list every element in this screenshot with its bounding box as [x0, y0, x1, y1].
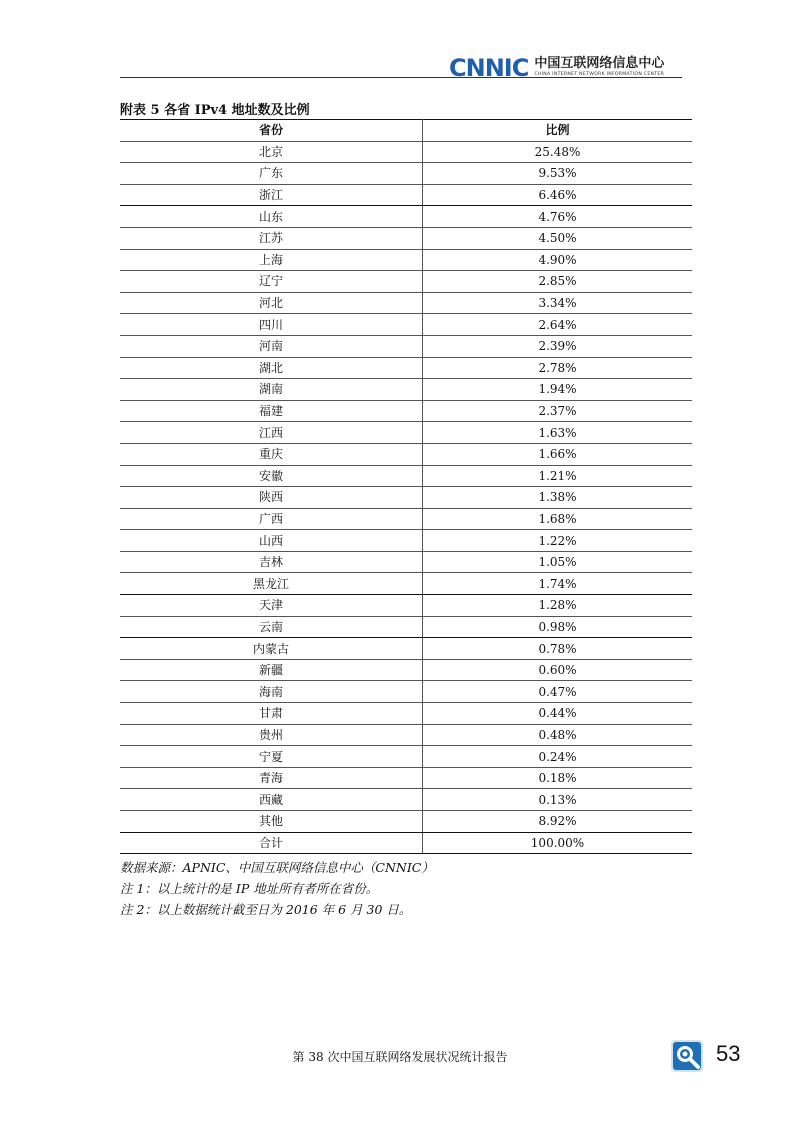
province-cell: 广东: [120, 163, 423, 185]
table-row: [120, 465, 692, 487]
province-cell: 黑龙江: [120, 573, 423, 595]
table-row: [120, 767, 692, 789]
logo-mark: CNNIC: [449, 54, 529, 82]
footer-report-title: 第 38 次中国互联网络发展状况统计报告: [292, 1050, 508, 1064]
table-row: [120, 443, 692, 465]
province-cell: 重庆: [120, 443, 423, 465]
ratio-cell: 6.46%: [423, 184, 693, 206]
province-cell: 福建: [120, 400, 423, 422]
ratio-cell: 0.13%: [423, 789, 693, 811]
table-notes: [120, 857, 434, 920]
province-cell: 辽宁: [120, 271, 423, 293]
table-row: [120, 249, 692, 271]
table-row: [120, 789, 692, 811]
province-cell: 四川: [120, 314, 423, 336]
province-cell: 西藏: [120, 789, 423, 811]
province-cell: 青海: [120, 767, 423, 789]
table-row: [120, 703, 692, 725]
table-row: [120, 573, 692, 595]
ratio-cell: 4.90%: [423, 249, 693, 271]
table-row: [120, 811, 692, 833]
page-number: 53: [716, 1041, 741, 1066]
data-source-note: 数据来源：APNIC、中国互联网络信息中心（CNNIC）: [120, 860, 434, 875]
ratio-cell: 0.60%: [423, 659, 693, 681]
province-cell: 山东: [120, 206, 423, 228]
province-cell: 陕西: [120, 487, 423, 509]
table-row: [120, 616, 692, 638]
province-cell: 安徽: [120, 465, 423, 487]
ratio-cell: 0.78%: [423, 638, 693, 660]
province-cell: 贵州: [120, 724, 423, 746]
province-cell: 湖南: [120, 379, 423, 401]
ratio-cell: 2.78%: [423, 357, 693, 379]
column-header-ratio: 比例: [423, 120, 693, 142]
note-1: 注 1：以上统计的是 IP 地址所有者所在省份。: [120, 881, 379, 896]
ratio-cell: 8.92%: [423, 811, 693, 833]
province-cell: 湖北: [120, 357, 423, 379]
table-body: [120, 141, 692, 854]
cnnic-logo: [449, 56, 664, 82]
table-row: [120, 724, 692, 746]
province-cell: 天津: [120, 595, 423, 617]
table-row: [120, 184, 692, 206]
table-row: [120, 746, 692, 768]
province-cell: 山西: [120, 530, 423, 552]
province-cell: 江苏: [120, 227, 423, 249]
logo-chinese-name: 中国互联网络信息中心: [534, 56, 665, 71]
province-cell: 合计: [120, 832, 423, 854]
column-header-province: 省份: [120, 120, 423, 142]
header-divider: [120, 77, 682, 78]
ratio-cell: 0.18%: [423, 767, 693, 789]
ratio-cell: 9.53%: [423, 163, 693, 185]
table-row: [120, 163, 692, 185]
table-title: 附表 5 各省 IPv4 地址数及比例: [120, 103, 310, 118]
table-row: [120, 379, 692, 401]
logo-text: [534, 56, 664, 78]
table-row: [120, 141, 692, 163]
ratio-cell: 100.00%: [423, 832, 693, 854]
province-cell: 江西: [120, 422, 423, 444]
table-row: [120, 335, 692, 357]
ratio-cell: 2.39%: [423, 335, 693, 357]
table-row: [120, 271, 692, 293]
table-row: [120, 227, 692, 249]
province-cell: 海南: [120, 681, 423, 703]
table-row: [120, 206, 692, 228]
ratio-cell: 2.37%: [423, 400, 693, 422]
table-row: [120, 595, 692, 617]
province-cell: 河南: [120, 335, 423, 357]
ratio-cell: 1.66%: [423, 443, 693, 465]
ratio-cell: 0.48%: [423, 724, 693, 746]
ratio-cell: 1.21%: [423, 465, 693, 487]
ratio-cell: 0.98%: [423, 616, 693, 638]
table-row: [120, 832, 692, 854]
ratio-cell: 1.74%: [423, 573, 693, 595]
table-row: [120, 292, 692, 314]
table-row: [120, 638, 692, 660]
ratio-cell: 0.24%: [423, 746, 693, 768]
logo-english-name: CHINA INTERNET NETWORK INFORMATION CENTER: [534, 72, 665, 77]
province-cell: 河北: [120, 292, 423, 314]
ratio-cell: 1.05%: [423, 551, 693, 573]
ratio-cell: 1.22%: [423, 530, 693, 552]
province-cell: 宁夏: [120, 746, 423, 768]
ratio-cell: 1.38%: [423, 487, 693, 509]
table-row: [120, 400, 692, 422]
ratio-cell: 4.50%: [423, 227, 693, 249]
ratio-cell: 2.64%: [423, 314, 693, 336]
ratio-cell: 25.48%: [423, 141, 693, 163]
ratio-cell: 1.68%: [423, 508, 693, 530]
ratio-cell: 2.85%: [423, 271, 693, 293]
ratio-cell: 0.44%: [423, 703, 693, 725]
province-cell: 浙江: [120, 184, 423, 206]
table-header-row: [120, 120, 692, 142]
table-row: [120, 487, 692, 509]
province-cell: 云南: [120, 616, 423, 638]
table-row: [120, 659, 692, 681]
province-cell: 其他: [120, 811, 423, 833]
ratio-cell: 3.34%: [423, 292, 693, 314]
table-row: [120, 551, 692, 573]
province-cell: 广西: [120, 508, 423, 530]
province-cell: 吉林: [120, 551, 423, 573]
ratio-cell: 4.76%: [423, 206, 693, 228]
table-row: [120, 508, 692, 530]
ratio-cell: 0.47%: [423, 681, 693, 703]
magnifier-logo-icon: [670, 1039, 704, 1073]
ratio-cell: 1.28%: [423, 595, 693, 617]
province-cell: 新疆: [120, 659, 423, 681]
province-cell: 甘肃: [120, 703, 423, 725]
province-cell: 内蒙古: [120, 638, 423, 660]
table-row: [120, 314, 692, 336]
ratio-cell: 1.94%: [423, 379, 693, 401]
province-cell: 北京: [120, 141, 423, 163]
table-row: [120, 422, 692, 444]
ratio-cell: 1.63%: [423, 422, 693, 444]
note-2: 注 2：以上数据统计截至日为 2016 年 6 月 30 日。: [120, 902, 412, 917]
table-row: [120, 530, 692, 552]
table-row: [120, 681, 692, 703]
province-cell: 上海: [120, 249, 423, 271]
table-row: [120, 357, 692, 379]
ipv4-province-table: [120, 119, 692, 854]
